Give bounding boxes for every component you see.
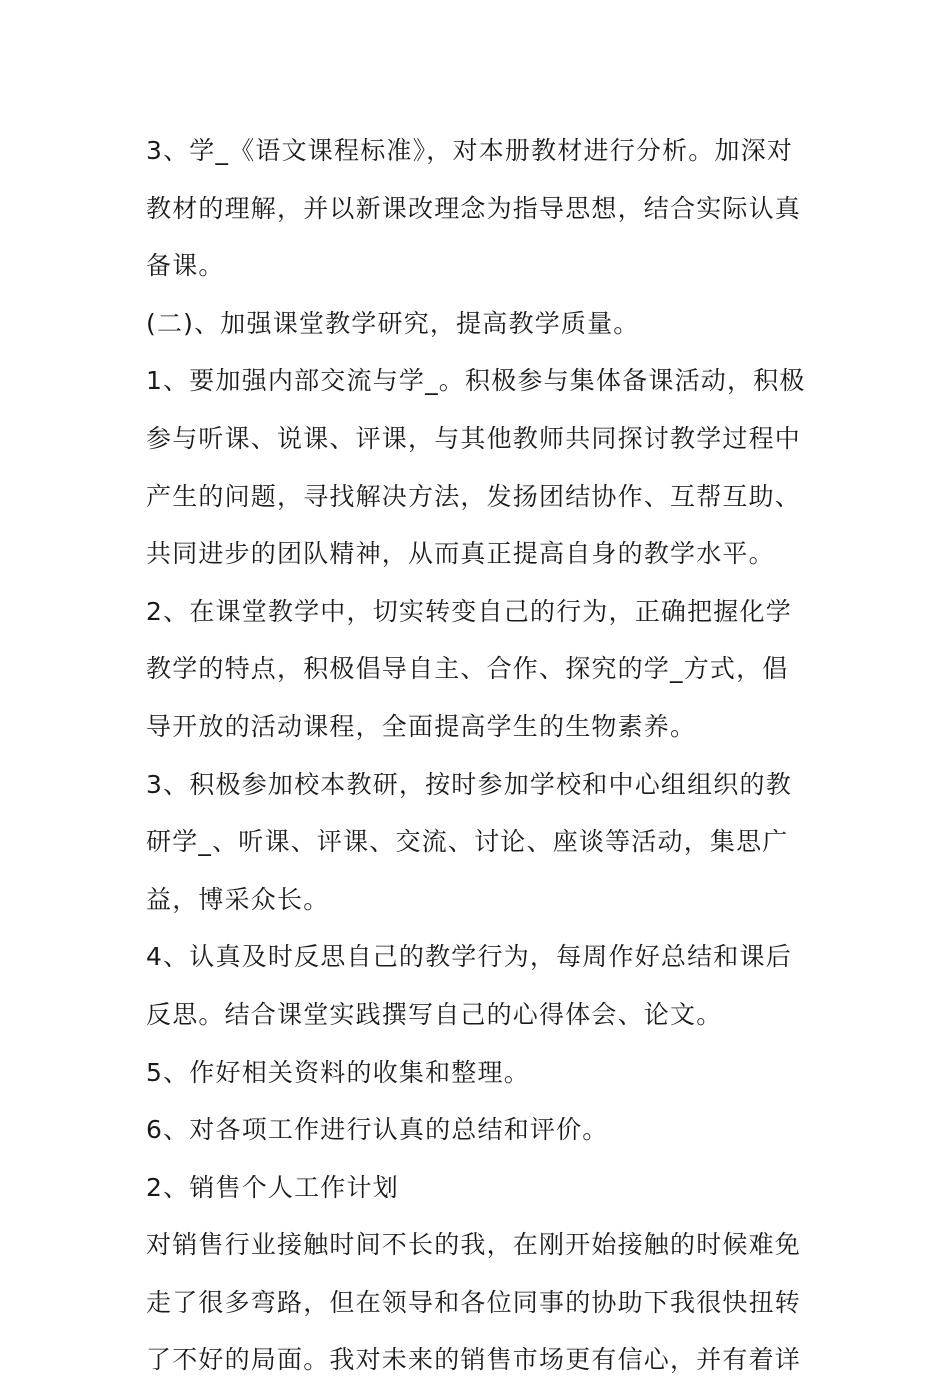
paragraph-classroom-teaching: 2、在课堂教学中，切实转变自己的行为，正确把握化学教学的特点，积极倡导自主、合作、探究的学_方式，倡导开放的活动课程，全面提高学生的生物素养。 xyxy=(146,596,792,741)
paragraph-study-curriculum-standard: 3、学_《语文课程标准》，对本册教材进行分析。加深对教材的理解，并以新课改理念为指导思想，结合实际认真备课。 xyxy=(146,136,802,281)
paragraph-sales-intro: 对销售行业接触时间不长的我，在刚开始接触的时候难免走了很多弯路，但在领导和各位同事的协助下我很快扭转了不好的局面。我对未来的销售市场更有信心，并有着详 xyxy=(146,1230,802,1375)
document-body xyxy=(146,122,810,1389)
paragraph-internal-exchange: 1、要加强内部交流与学_。积极参与集体备课活动，积极参与听课、说课、评课，与其他教师共同探讨教学过程中产生的问题，寻找解决方法，发扬团结协作、互帮互助、共同进步的团队精神，从而真正提高自身的教学水平。 xyxy=(146,366,806,569)
paragraph-reflection: 4、认真及时反思自己的教学行为，每周作好总结和课后反思。结合课堂实践撰写自己的心得体会、论文。 xyxy=(146,942,792,1029)
paragraph-summary-evaluation: 6、对各项工作进行认真的总结和评价。 xyxy=(146,1115,609,1145)
paragraph-school-research: 3、积极参加校本教研，按时参加学校和中心组组织的教研学_、听课、评课、交流、讨论、座谈等活动，集思广益，博采众长。 xyxy=(146,769,792,914)
section-heading-sales-plan: 2、销售个人工作计划 xyxy=(146,1172,399,1202)
paragraph-materials: 5、作好相关资料的收集和整理。 xyxy=(146,1057,530,1087)
section-heading-classroom-research: (二)、加强课堂教学研究，提高教学质量。 xyxy=(146,308,640,338)
